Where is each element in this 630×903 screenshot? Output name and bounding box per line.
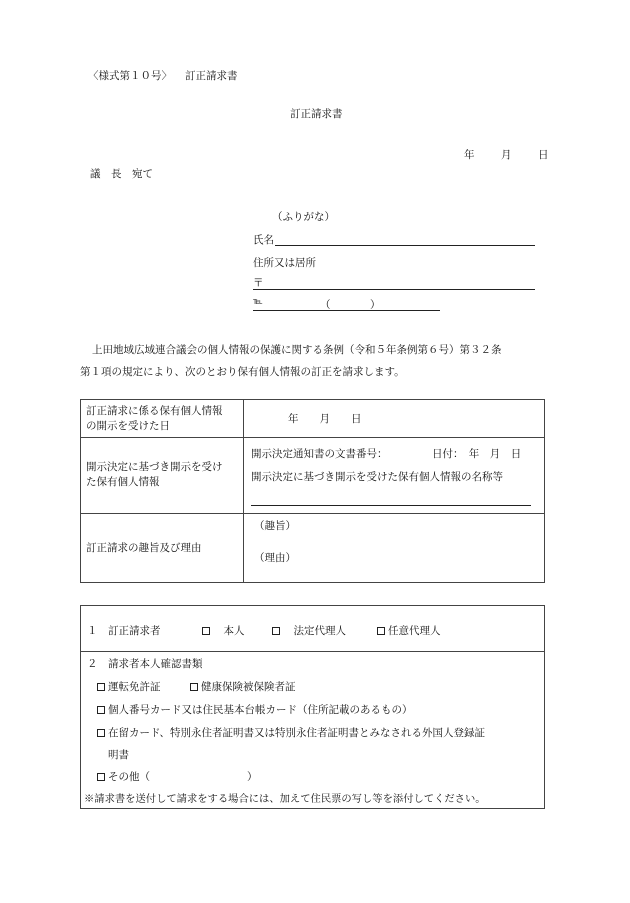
requester-section-label: １ 訂正請求者 bbox=[87, 625, 161, 637]
checkbox-mynumber[interactable] bbox=[97, 706, 105, 714]
form-number: 〈様式第１０号〉 bbox=[88, 70, 172, 82]
tel-paren-close: ） bbox=[370, 299, 381, 311]
name-field[interactable] bbox=[275, 245, 535, 246]
checkbox-insurance[interactable] bbox=[190, 683, 198, 691]
purpose-label[interactable]: （趣旨） bbox=[254, 520, 296, 532]
checkbox-voluntary[interactable] bbox=[377, 627, 385, 635]
doc-mynumber-label: 個人番号カード又は住民基本台帳カード（住所記載のあるもの） bbox=[108, 704, 413, 716]
reason-label[interactable]: （理由） bbox=[254, 552, 296, 564]
notice-date-field[interactable]: 日付： 年 月 日 bbox=[432, 448, 522, 460]
doc-residence-label-line1: 在留カード、特別永住者証明書又は特別永住者証明書とみなされる外国人登録証 bbox=[108, 727, 486, 739]
checkbox-residence[interactable] bbox=[97, 729, 105, 737]
row2-label-line2: た保有個人情報 bbox=[86, 476, 160, 488]
date-year[interactable]: 年 bbox=[464, 149, 475, 161]
requester-self-option[interactable] bbox=[202, 623, 245, 639]
opt-self-label: 本人 bbox=[223, 625, 245, 637]
checkbox-other[interactable] bbox=[97, 773, 105, 781]
id-docs-section-label: ２ 請求者本人確認書類 bbox=[87, 658, 203, 670]
address-label: 住所又は居所 bbox=[253, 257, 316, 269]
table1-row-sep-1 bbox=[80, 437, 545, 438]
doc-license-label: 運転免許証 bbox=[108, 681, 161, 693]
doc-insurance-option[interactable] bbox=[190, 679, 296, 695]
table1-row-sep-2 bbox=[80, 513, 545, 514]
opt-voluntary-label: 任意代理人 bbox=[388, 625, 441, 637]
postal-mark: 〒 bbox=[253, 277, 264, 289]
doc-residence-label-line2: 明書 bbox=[108, 749, 129, 761]
checkbox-self[interactable] bbox=[202, 627, 210, 635]
tel-label: ℡ bbox=[253, 297, 263, 307]
row1-label-line1: 訂正請求に係る保有個人情報 bbox=[86, 405, 223, 417]
info-name-label: 開示決定に基づき開示を受けた保有個人情報の名称等 bbox=[251, 471, 503, 483]
info-name-field[interactable] bbox=[251, 505, 531, 506]
row2-label-line1: 開示決定に基づき開示を受け bbox=[86, 461, 223, 473]
address-field[interactable] bbox=[253, 289, 535, 290]
doc-mynumber-option[interactable] bbox=[97, 702, 413, 718]
row1-label-line2: の開示を受けた日 bbox=[86, 420, 170, 432]
page-title: 訂正請求書 bbox=[290, 108, 343, 120]
doc-license-option[interactable] bbox=[97, 679, 161, 695]
date-day[interactable]: 日 bbox=[538, 149, 549, 161]
doc-number-label: 開示決定通知書の文書番号： bbox=[251, 448, 388, 460]
requester-voluntary-option[interactable] bbox=[377, 623, 441, 639]
requester-legal-option[interactable] bbox=[272, 623, 346, 639]
checkbox-legal[interactable] bbox=[272, 627, 280, 635]
name-label: 氏名 bbox=[253, 234, 274, 246]
table1-divider bbox=[243, 399, 244, 583]
intro-line-2: 第１項の規定により、次のとおり保有個人情報の訂正を請求します。 bbox=[80, 366, 405, 378]
checkbox-license[interactable] bbox=[97, 683, 105, 691]
attachment-note: ※請求書を送付して請求をする場合には、加えて住民票の写し等を添付してください。 bbox=[84, 793, 486, 805]
row3-label: 訂正請求の趣旨及び理由 bbox=[86, 542, 202, 554]
opt-legal-label: 法定代理人 bbox=[293, 625, 346, 637]
furigana-label: （ふりがな） bbox=[272, 211, 335, 223]
tel-paren-open: （ bbox=[320, 299, 331, 311]
doc-insurance-label: 健康保険被保険者証 bbox=[201, 681, 296, 693]
disclosure-date-field[interactable]: 年 月 日 bbox=[288, 413, 362, 425]
table2-row-sep bbox=[80, 651, 545, 652]
intro-line-1: 上田地域広域連合議会の個人情報の保護に関する条例（令和５年条例第６号）第３２条 bbox=[92, 344, 502, 356]
doc-residence-option[interactable] bbox=[97, 725, 485, 741]
form-name: 訂正請求書 bbox=[185, 70, 238, 82]
tel-field[interactable] bbox=[253, 310, 440, 311]
doc-other-option[interactable] bbox=[97, 769, 150, 785]
doc-other-label: その他（ bbox=[108, 771, 150, 783]
date-month[interactable]: 月 bbox=[501, 149, 512, 161]
doc-other-close: ） bbox=[247, 771, 258, 783]
addressee: 議 長 宛て bbox=[90, 168, 153, 180]
